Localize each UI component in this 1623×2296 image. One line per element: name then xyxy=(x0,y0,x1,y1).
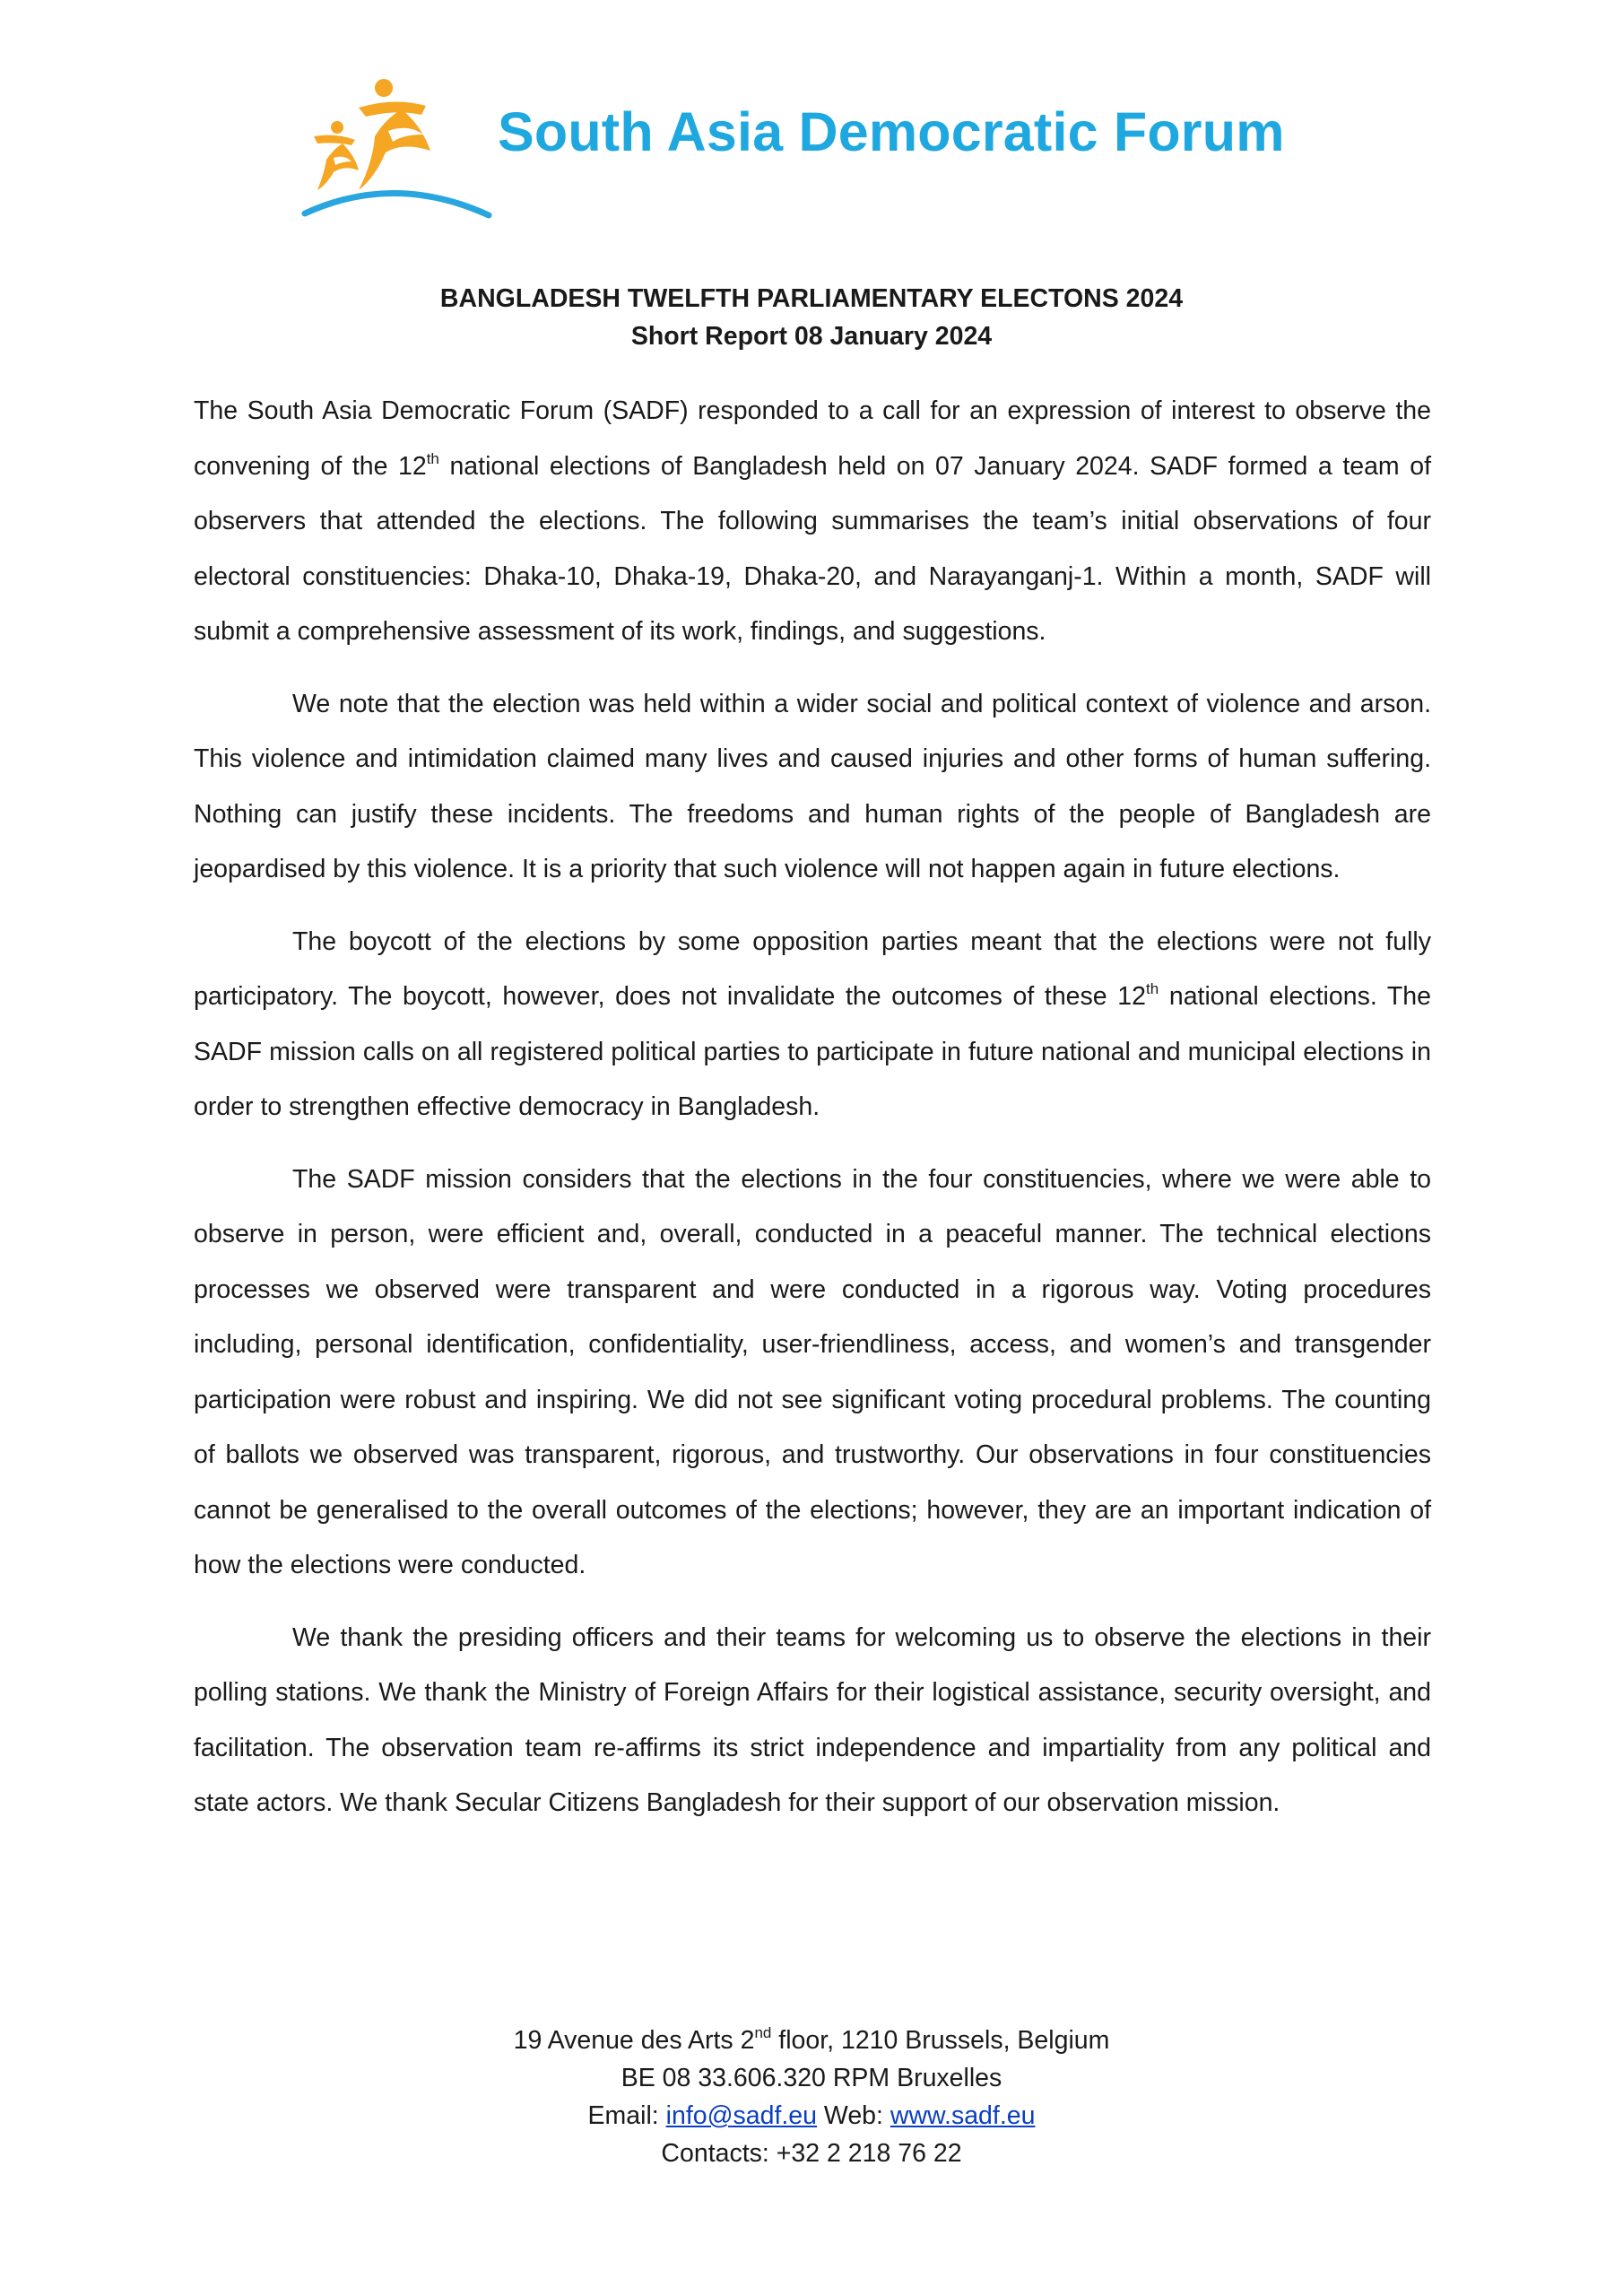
address-text-a: 19 Avenue des Arts 2 xyxy=(513,2026,755,2055)
letterhead xyxy=(296,72,1372,233)
footer-registration: BE 08 33.606.320 RPM Bruxelles xyxy=(621,2064,1002,2092)
footer-contact-line xyxy=(0,2097,1623,2135)
paragraph-5: We thank the presiding officers and their teams for welcoming us to observe the elections in their polling stations. We thank the Ministry of Foreign Affairs for their logistical assistance, security oversight, and facilitation. The observation team re-affirms its strict independence and impartiality from any political and state actors. We thank Secular Citizens Bangladesh for their support of our observation mission. xyxy=(194,1622,1431,1817)
web-link[interactable]: www.sadf.eu xyxy=(890,2101,1036,2130)
ordinal-superscript: nd xyxy=(754,2024,772,2041)
report-subtitle: Short Report 08 January 2024 xyxy=(630,322,993,351)
paragraph-1-text-a: The South Asia Democratic Forum (SADF) responded to a call for an expression of interest to observe the convening of the 12 xyxy=(194,396,1431,481)
ordinal-superscript: th xyxy=(1146,980,1159,997)
paragraph-3-text-b: national elections. The SADF mission calls on all registered political parties to participate in future national and municipal elections in order to strengthen effective democracy in Bangladesh. xyxy=(194,982,1432,1121)
ordinal-superscript: th xyxy=(426,449,439,467)
footer-contacts: Contacts: +32 2 218 76 22 xyxy=(661,2139,962,2168)
paragraph-3 xyxy=(194,915,1431,1135)
footer-address xyxy=(0,2022,1623,2059)
report-title-block xyxy=(0,280,1623,355)
address-text-b: floor, 1210 Brussels, Belgium xyxy=(771,2026,1110,2055)
paragraph-3-text-a: The boycott of the elections by some opposition parties meant that the elections were not fully participatory. The boycott, however, does not invalidate the outcomes of these 12 xyxy=(194,926,1431,1011)
paragraph-1-text-b: national elections of Bangladesh held on 07 January 2024. SADF formed a team of observers that attended the elections. The following summarises the team’s initial observations of four electoral constituencies: Dhaka-10, Dhaka-19, Dhaka-20, and Narayanganj-1. Within a month, SADF will submit a comprehensive assessment of its work, findings, and suggestions. xyxy=(194,451,1432,646)
paragraph-1 xyxy=(194,384,1431,660)
paragraph-2: We note that the election was held within a wider social and political context of violence and arson. This violence and intimidation claimed many lives and caused injuries and other forms of human suffering. Nothing can justify these incidents. The freedoms and human rights of the people of Bangladesh are jeopardised by this violence. It is a priority that such violence will not happen again in future elections. xyxy=(194,689,1431,883)
sadf-logo-icon xyxy=(296,72,493,233)
email-link[interactable]: info@sadf.eu xyxy=(665,2101,818,2130)
paragraph-4: The SADF mission considers that the elections in the four constituencies, where we were able to observe in person, were efficient and, overall, conducted in a peaceful manner. The technical elections processes we observed were transparent and were conducted in a rigorous way. Voting procedures including, personal identification, confidentiality, user-friendliness, access, and women’s and transgender participation were robust and inspiring. We did not see significant voting procedural problems. The counting of ballots we observed was transparent, rigorous, and trustworthy. Our observations in four constituencies cannot be generalised to the overall outcomes of the elections; however, they are an important indication of how the elections were conducted. xyxy=(194,1164,1431,1579)
web-label: Web: xyxy=(817,2101,890,2130)
report-title: BANGLADESH TWELFTH PARLIAMENTARY ELECTONS 2024 xyxy=(439,284,1184,313)
org-name: South Asia Democratic Forum xyxy=(498,101,1285,162)
email-label: Email: xyxy=(587,2101,666,2130)
report-body xyxy=(194,384,1431,1848)
footer xyxy=(0,2022,1623,2172)
